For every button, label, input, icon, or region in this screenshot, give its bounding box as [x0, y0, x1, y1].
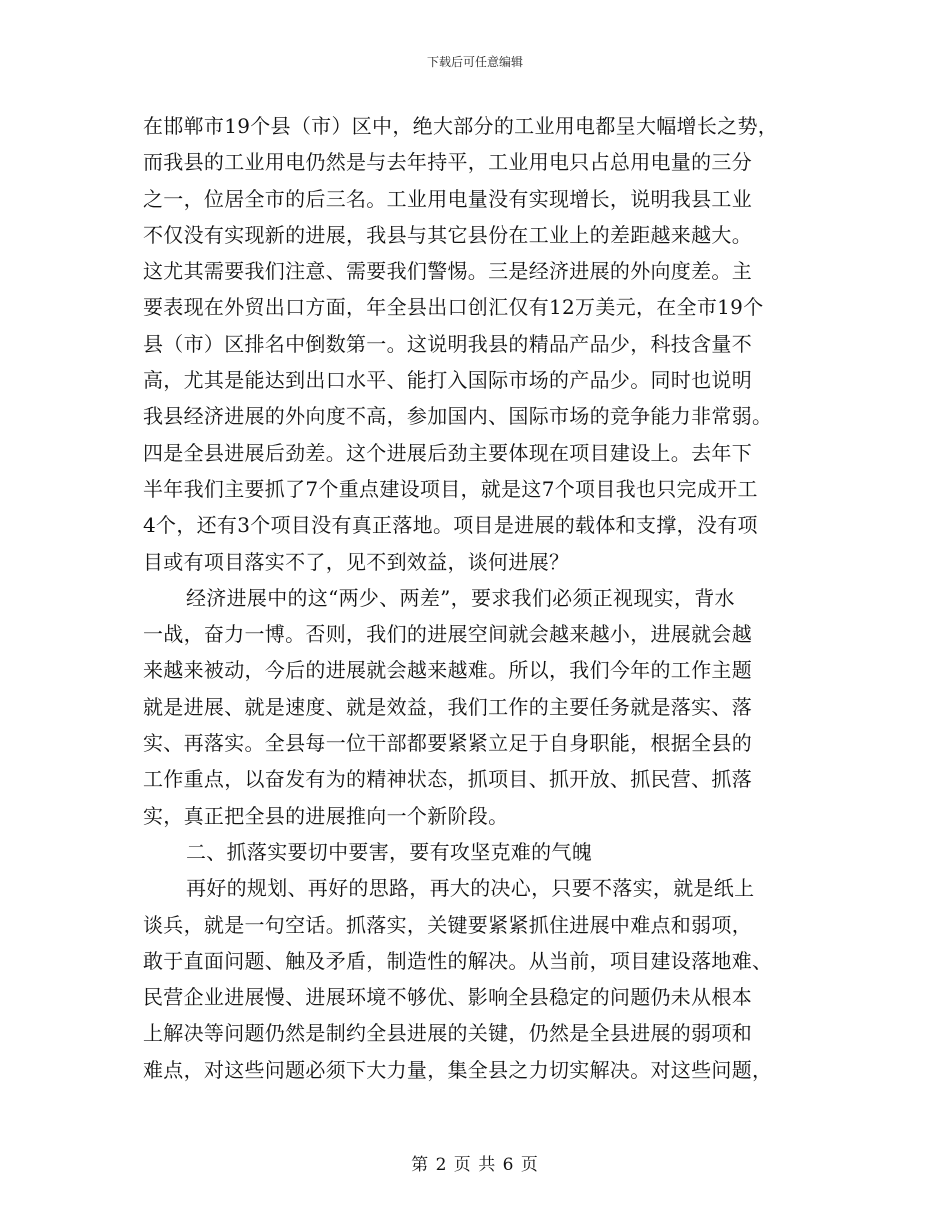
- text-line: 就是进展、就是速度、就是效益，我们工作的主要任务就是落实、落: [143, 694, 752, 719]
- page-number: 第 2 页 共 6 页: [411, 1155, 539, 1175]
- text-line: 上解决等问题仍然是制约全县进展的关键，仍然是全县进展的弱项和: [143, 1021, 752, 1046]
- text-line: 我县经济进展的外向度不高，参加国内、国际市场的竞争能力非常弱。: [143, 404, 773, 429]
- paragraph-start-line: 再好的规划、再好的思路，再大的决心，只要不落实，就是纸上: [186, 876, 755, 901]
- text-line: 目或有项目落实不了，见不到效益，谈何进展？: [143, 549, 570, 574]
- text-line: 一战，奋力一博。否则，我们的进展空间就会越来越小，进展就会越: [143, 622, 752, 647]
- text-line: 四是全县进展后劲差。这个进展后劲主要体现在项目建设上。去年下: [143, 440, 752, 465]
- text-line: 实，真正把全县的进展推向一个新阶段。: [143, 803, 509, 828]
- text-line: 4个，还有3个项目没有真正落地。项目是进展的载体和支撑，没有项: [143, 513, 758, 538]
- text-line: 敢于直面问题、触及矛盾，制造性的解决。从当前，项目建设落地难、: [143, 948, 773, 973]
- text-line: 来越来被动，今后的进展就会越来越难。所以，我们今年的工作主题: [143, 658, 752, 683]
- page-header-note: 下载后可任意编辑: [426, 55, 523, 69]
- text-line: 要表现在外贸出口方面，年全县出口创汇仅有12万美元，在全市19个: [143, 295, 764, 320]
- text-line: 难点，对这些问题必须下大力量，集全县之力切实解决。对这些问题，: [143, 1057, 773, 1082]
- document-body: [143, 108, 813, 1088]
- text-line: 谈兵，就是一句空话。抓落实，关键要紧紧抓住进展中难点和弱项，: [143, 912, 752, 937]
- section-heading: 二、抓落实要切中要害，要有攻坚克难的气魄: [186, 839, 592, 864]
- text-line: 工作重点，以奋发有为的精神状态，抓项目、抓开放、抓民营、抓落: [143, 767, 752, 792]
- text-line: 实、再落实。全县每一位干部都要紧紧立足于自身职能，根据全县的: [143, 731, 752, 756]
- text-line: 民营企业进展慢、进展环境不够优、影响全县稳定的问题仍未从根本: [143, 985, 752, 1010]
- text-line: 半年我们主要抓了7个重点建设项目，就是这7个项目我也只完成开工: [143, 476, 758, 501]
- text-line: 高，尤其是能达到出口水平、能打入国际市场的产品少。同时也说明: [143, 368, 752, 393]
- paragraph-start-line: 经济进展中的这“两少、两差”，要求我们必须正视现实，背水: [186, 585, 735, 610]
- text-line: 而我县的工业用电仍然是与去年持平，工业用电只占总用电量的三分: [143, 150, 752, 175]
- text-line: 县（市）区排名中倒数第一。这说明我县的精品产品少，科技含量不: [143, 331, 752, 356]
- text-line: 不仅没有实现新的进展，我县与其它县份在工业上的差距越来越大。: [143, 222, 752, 247]
- text-line: 之一，位居全市的后三名。工业用电量没有实现增长，说明我县工业: [143, 186, 752, 211]
- text-line: 这尤其需要我们注意、需要我们警惕。三是经济进展的外向度差。主: [143, 259, 752, 284]
- text-line: 在邯郸市19个县（市）区中，绝大部分的工业用电都呈大幅增长之势，: [143, 114, 779, 138]
